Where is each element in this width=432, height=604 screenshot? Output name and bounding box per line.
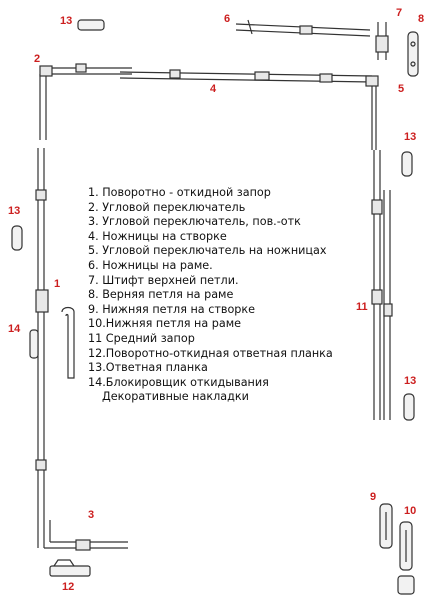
handle xyxy=(62,308,74,379)
callout-7: 7 xyxy=(396,7,403,19)
turn-tilt-striker xyxy=(50,560,90,576)
striker-left xyxy=(12,226,22,250)
callout-3: 3 xyxy=(88,509,95,521)
frame-scissors xyxy=(236,20,370,36)
callout-14: 14 xyxy=(8,323,21,335)
callout-13-top: 13 xyxy=(60,15,73,27)
legend-item: 11 Средний запор xyxy=(88,331,195,345)
legend-item: 13.Ответная планка xyxy=(88,361,208,375)
callout-12: 12 xyxy=(62,581,75,593)
lower-hinge-frame xyxy=(398,522,414,594)
lower-hinge-sash xyxy=(380,504,392,548)
tilt-blocker xyxy=(30,330,38,358)
legend-item: 12.Поворотно-откидная ответная планка xyxy=(88,346,333,360)
corner-switch-top-left xyxy=(40,64,132,140)
legend xyxy=(88,186,388,405)
legend-item: 6. Ножницы на раме. xyxy=(88,258,213,272)
callout-2: 2 xyxy=(34,53,41,65)
callout-4: 4 xyxy=(210,83,217,95)
callout-13-left: 13 xyxy=(8,205,21,217)
callout-13-right-bottom: 13 xyxy=(404,375,417,387)
striker-top xyxy=(78,20,104,30)
callout-10: 10 xyxy=(404,505,417,517)
upper-hinge-pin xyxy=(376,22,388,60)
callout-9: 9 xyxy=(370,491,377,503)
callout-5: 5 xyxy=(398,83,405,95)
legend-item: 2. Угловой переключатель xyxy=(88,200,246,214)
corner-switch-scissors xyxy=(366,76,378,150)
legend-item: 5. Угловой переключатель на ножницах xyxy=(88,244,327,258)
legend-item: 1. Поворотно - откидной запор xyxy=(88,186,271,199)
legend-item: 7. Штифт верхней петли. xyxy=(88,273,239,287)
legend-item: 10.Нижняя петля на раме xyxy=(88,317,242,331)
callout-1: 1 xyxy=(54,278,61,290)
callout-11: 11 xyxy=(356,301,368,313)
legend-extra-line: Декоративные накладки xyxy=(102,390,249,404)
legend-item: 14.Блокировщик откидывания xyxy=(88,375,269,389)
legend-item: 8. Верняя петля на раме xyxy=(88,288,234,302)
legend-item: 4. Ножницы на створке xyxy=(88,229,227,243)
striker-right-top xyxy=(402,152,412,176)
legend-item: 9. Нижняя петля на створке xyxy=(88,302,256,316)
corner-switch-bottom xyxy=(44,520,128,550)
striker-right-bottom xyxy=(404,394,414,420)
callout-8: 8 xyxy=(418,13,425,25)
callout-6: 6 xyxy=(224,13,231,25)
upper-hinge-frame xyxy=(408,32,418,76)
sash-scissors xyxy=(120,70,372,82)
callout-13-right-top: 13 xyxy=(404,131,417,143)
legend-item: 3. Угловой переключатель, пов.-отк xyxy=(88,215,301,229)
